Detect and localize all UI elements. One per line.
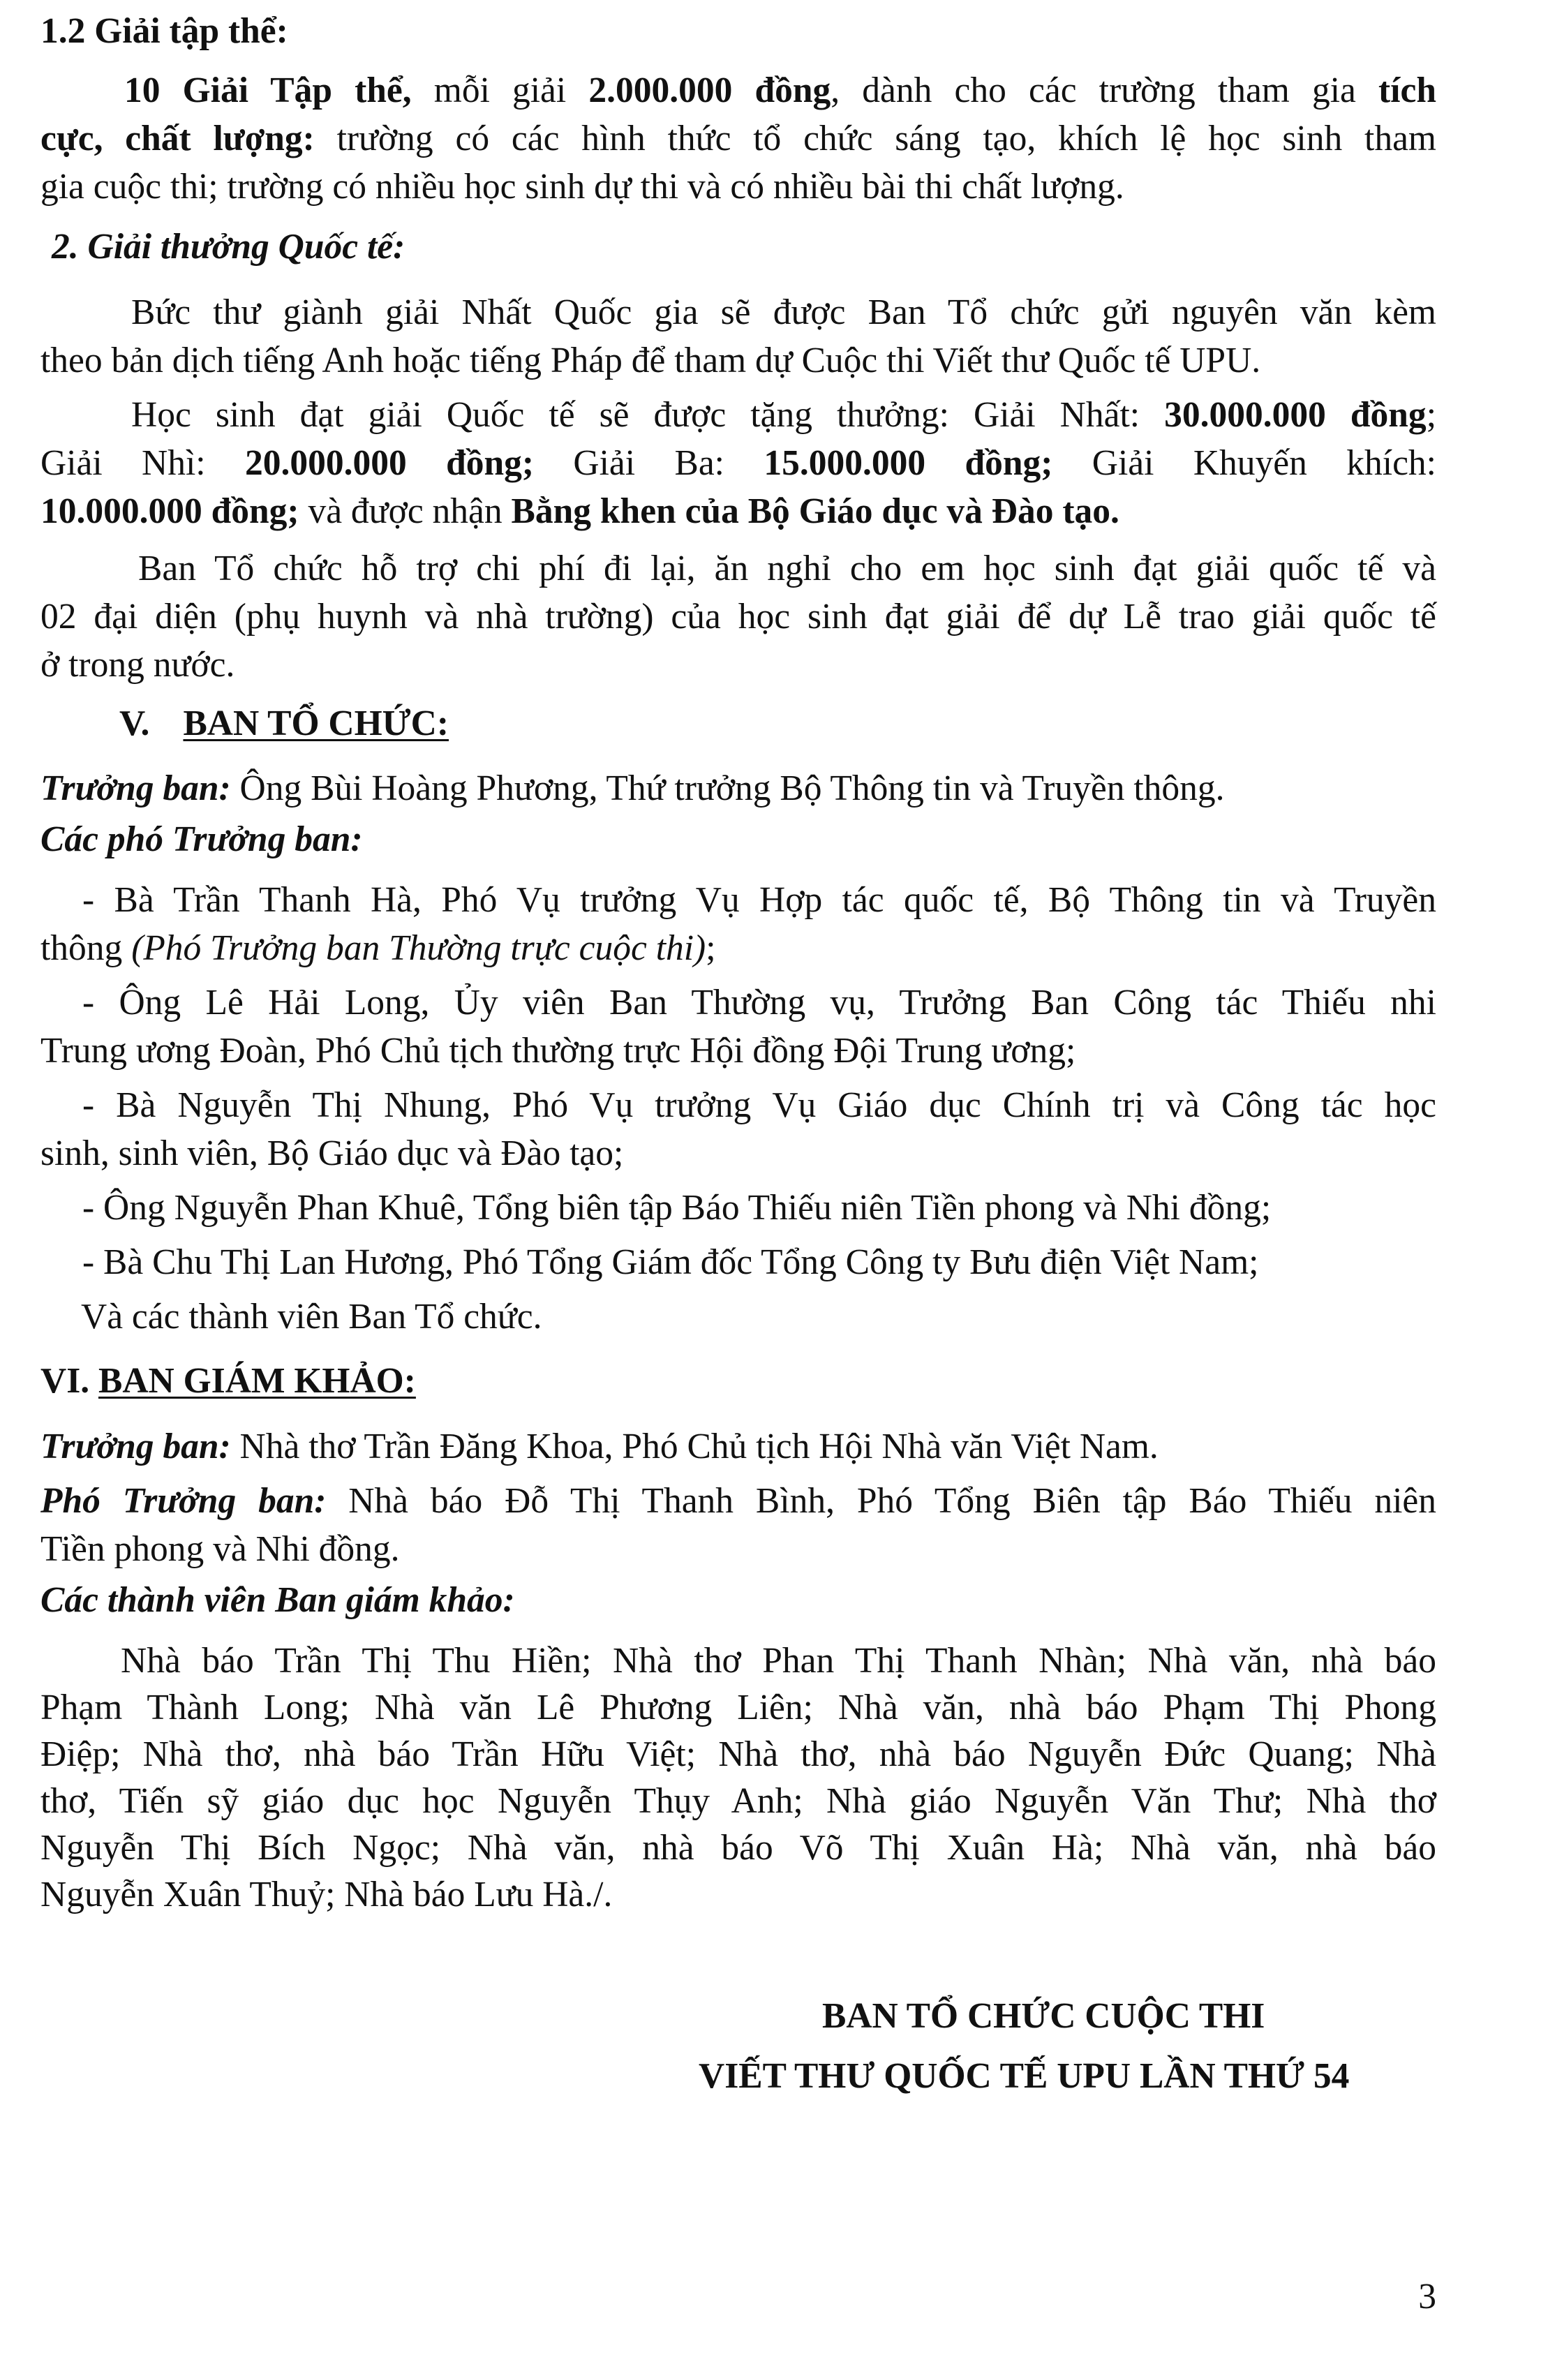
bold-text: 2.000.000 đồng — [588, 70, 831, 110]
text: ; — [706, 928, 716, 968]
text: Giải Nhì: — [40, 443, 245, 483]
deputy-5: - Bà Chu Thị Lan Hương, Phó Tổng Giám đốc Tổng Công ty Bưu điện Việt Nam; — [82, 1242, 1259, 1282]
section-number: VI. — [40, 1361, 98, 1401]
role-label: Trưởng ban: — [40, 1427, 231, 1466]
committee-members: Và các thành viên Ban Tổ chức. — [81, 1297, 542, 1337]
role-label: Phó Trưởng ban: — [40, 1481, 327, 1521]
page-number: 3 — [1418, 2277, 1436, 2316]
bold-text: 30.000.000 đồng — [1164, 395, 1427, 435]
para-intl-2-line-1 — [131, 392, 1436, 438]
text: và được nhận — [299, 491, 512, 531]
text: Học sinh đạt giải Quốc tế sẽ được tặng thưởng: Giải Nhất: — [131, 395, 1165, 435]
para-collective-line-1 — [124, 68, 1436, 114]
para-intl-3-line-3: ở trong nước. — [40, 645, 235, 685]
jury-members-label: Các thành viên Ban giám khảo: — [40, 1580, 515, 1620]
heading-1-2: 1.2 Giải tập thể: — [40, 11, 288, 51]
deputy-2-line-2: Trung ương Đoàn, Phó Chủ tịch thường trực Hội đồng Đội Trung ương; — [40, 1031, 1076, 1071]
jury-members-line-3: Điệp; Nhà thơ, nhà báo Trần Hữu Việt; Nhà thơ, nhà báo Nguyễn Đức Quang; Nhà — [40, 1734, 1436, 1774]
document-page — [40, 0, 1436, 2380]
jury-members-line-1: Nhà báo Trần Thị Thu Hiền; Nhà thơ Phan Thị Thanh Nhàn; Nhà văn, nhà báo — [121, 1641, 1436, 1681]
jury-vice-line-1 — [40, 1478, 1436, 1524]
text: Giải Ba: — [534, 443, 764, 483]
para-intl-1-line-2: theo bản dịch tiếng Anh hoặc tiếng Pháp để tham dự Cuộc thi Viết thư Quốc tế UPU. — [40, 341, 1261, 380]
deputy-2-line-1: - Ông Lê Hải Long, Ủy viên Ban Thường vụ, Trưởng Ban Công tác Thiếu nhi — [82, 983, 1436, 1022]
bold-text: 10 Giải Tập thể, — [124, 70, 412, 110]
text: Nhà thơ Trần Đăng Khoa, Phó Chủ tịch Hội Nhà văn Việt Nam. — [230, 1427, 1159, 1466]
jury-members-line-4: thơ, Tiến sỹ giáo dục học Nguyễn Thụy Anh; Nhà giáo Nguyễn Văn Thư; Nhà thơ — [40, 1781, 1436, 1821]
bold-text: cực, chất lượng: — [40, 119, 315, 158]
text: Giải Khuyến khích: — [1052, 443, 1436, 483]
para-collective-line-3: gia cuộc thi; trường có nhiều học sinh dự thi và có nhiều bài thi chất lượng. — [40, 167, 1124, 207]
jury-members-line-5: Nguyễn Thị Bích Ngọc; Nhà văn, nhà báo Võ Thị Xuân Hà; Nhà văn, nhà báo — [40, 1828, 1436, 1868]
heading-international-prize: 2. Giải thưởng Quốc tế: — [52, 227, 405, 267]
text: ; — [1426, 395, 1436, 435]
section-title: BAN TỔ CHỨC: — [183, 704, 449, 743]
section-title: BAN GIÁM KHẢO: — [98, 1361, 416, 1401]
jury-vice-line-2: Tiền phong và Nhi đồng. — [40, 1529, 400, 1569]
bold-text: 10.000.000 đồng; — [40, 491, 299, 531]
signature-line-2: VIẾT THƯ QUỐC TẾ UPU LẦN THỨ 54 — [699, 2056, 1350, 2096]
text: Ông Bùi Hoàng Phương, Thứ trưởng Bộ Thông tin và Truyền thông. — [230, 768, 1225, 808]
para-collective-line-2 — [40, 116, 1436, 162]
para-intl-2-line-2 — [40, 440, 1436, 486]
bold-text: Bằng khen của Bộ Giáo dục và Đào tạo. — [511, 491, 1119, 531]
para-intl-3-line-2: 02 đại diện (phụ huynh và nhà trường) của học sinh đạt giải để dự Lễ trao giải quốc tế — [40, 597, 1436, 637]
para-intl-1-line-1: Bức thư giành giải Nhất Quốc gia sẽ được Ban Tổ chức gửi nguyên văn kèm — [131, 292, 1436, 332]
role-label: Trưởng ban: — [40, 768, 231, 808]
text: trường có các hình thức tổ chức sáng tạo, khích lệ học sinh tham — [314, 119, 1436, 158]
jury-head — [40, 1424, 1159, 1470]
heading-organizing-committee — [119, 701, 449, 747]
section-number: V. — [119, 704, 150, 743]
text: , dành cho các trường tham gia — [831, 70, 1379, 110]
text: Nhà báo Đỗ Thị Thanh Bình, Phó Tổng Biên tập Báo Thiếu niên — [326, 1481, 1436, 1521]
text: mỗi giải — [411, 70, 589, 110]
deputy-4: - Ông Nguyễn Phan Khuê, Tổng biên tập Báo Thiếu niên Tiền phong và Nhi đồng; — [82, 1188, 1272, 1228]
heading-jury — [40, 1358, 416, 1404]
text: thông — [40, 928, 132, 968]
bold-text: 15.000.000 đồng; — [764, 443, 1053, 483]
deputy-1-line-1: - Bà Trần Thanh Hà, Phó Vụ trưởng Vụ Hợp tác quốc tế, Bộ Thông tin và Truyền — [82, 880, 1436, 920]
signature-line-1: BAN TỔ CHỨC CUỘC THI — [822, 1996, 1265, 2036]
bold-text: 20.000.000 đồng; — [244, 443, 535, 483]
para-intl-3-line-1: Ban Tổ chức hỗ trợ chi phí đi lại, ăn nghỉ cho em học sinh đạt giải quốc tế và — [138, 549, 1436, 588]
deputy-3-line-2: sinh, sinh viên, Bộ Giáo dục và Đào tạo; — [40, 1133, 624, 1173]
para-intl-2-line-3 — [40, 489, 1119, 535]
jury-members-line-6: Nguyễn Xuân Thuỷ; Nhà báo Lưu Hà./. — [40, 1875, 613, 1914]
deputy-1-line-2 — [40, 925, 716, 972]
deputy-3-line-1: - Bà Nguyễn Thị Nhung, Phó Vụ trưởng Vụ Giáo dục Chính trị và Công tác học — [82, 1085, 1436, 1125]
jury-members-line-2: Phạm Thành Long; Nhà văn Lê Phương Liên; Nhà văn, nhà báo Phạm Thị Phong — [40, 1688, 1436, 1727]
organizing-head — [40, 766, 1225, 812]
italic-text: (Phó Trưởng ban Thường trực cuộc thi) — [131, 928, 706, 968]
bold-text: tích — [1378, 70, 1436, 110]
deputies-label: Các phó Trưởng ban: — [40, 819, 363, 859]
